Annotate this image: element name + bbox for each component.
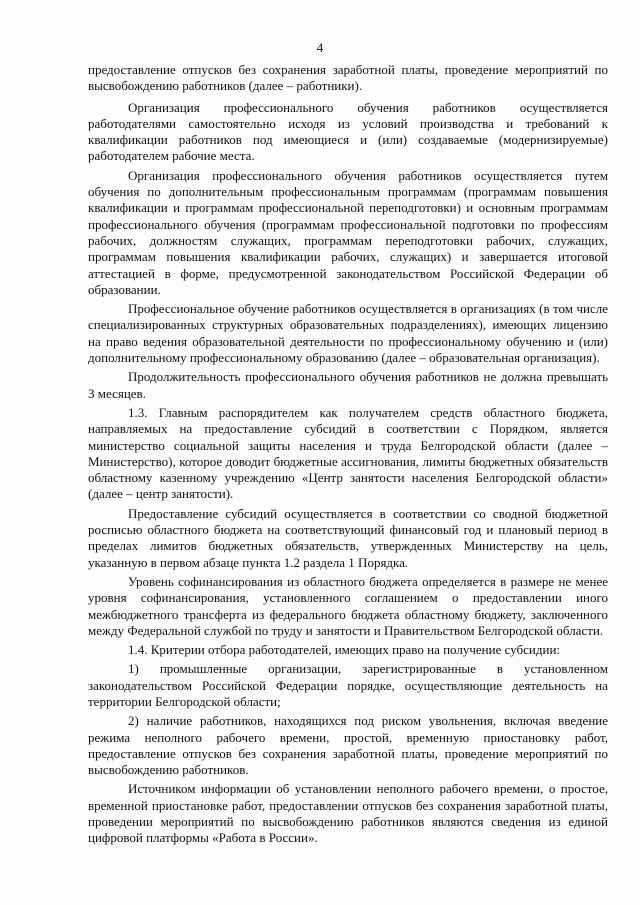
paragraph-3: Организация профессионального обучения работников осуществляется путем обучения по дополнительным профессиональным программам (программам повышения квалификации и программам профессиональной переподготовки) и основным программам профессионального обучения (программам профессиональной подготовки по профессиям рабочих, должностям служащих, программам переподготовки рабочих, служащих, программам повышения квалификации рабочих, служащих) и завершается итоговой аттестацией в форме, предусмотренной законодательством Российской Федерации об образовании. — [88, 167, 608, 297]
paragraph-11: 2) наличие работников, находящихся под риском увольнения, включая введение режима неполного рабочего времени, простой, временную приостановку работ, предоставление отпусков без сохранения заработной платы, проведение мероприятий по высвобождению работников. — [88, 713, 608, 778]
page-number: 4 — [316, 40, 324, 55]
paragraph-4: Профессиональное обучение работников осуществляется в организациях (в том числе специализированных структурных образовательных подразделениях), имеющих лицензию на право ведения образовательной деятельности по профессиональному обучению и (или) дополнительному профессиональному образованию (далее – образовательная организация). — [88, 301, 608, 366]
paragraph-2: Организация профессионального обучения работников осуществляется работодателями самостоятельно исходя из условий производства и требований к квалификации работников под имеющиеся и (или) создаваемые (модернизируемые) работодателем рабочие места. — [88, 99, 608, 164]
paragraph-7: Предоставление субсидий осуществляется в соответствии со сводной бюджетной росписью областного бюджета на соответствующий финансовый год и плановый период в пределах лимитов бюджетных обязательств, утвержденных Министерству на цель, указанную в первом абзаце пункта 1.2 раздела 1 Порядка. — [88, 505, 608, 570]
paragraph-10: 1) промышленные организации, зарегистрированные в установленном законодательством Российской Федерации порядке, осуществляющие деятельность на территории Белгородской области; — [88, 661, 608, 709]
paragraph-1: предоставление отпусков без сохранения заработной платы, проведение мероприятий по высвобождению работников (далее – работники). — [88, 62, 608, 94]
paragraph-6: 1.3. Главным распорядителем как получателем средств областного бюджета, направляемых на предоставление субсидий в соответствии с Порядком, является министерство социальной защиты населения и труда Белгородской области (далее – Министерство), которое доводит бюджетные ассигнования, лимиты бюджетных обязательств областному казенному учреждению «Центр занятости населения Белгородской области» (далее – центр занятости). — [88, 404, 608, 502]
paragraph-12: Источником информации об установлении неполного рабочего времени, о простое, временной приостановке работ, предоставлении отпусков без сохранения заработной платы, проведении мероприятий по высвобождению работников являются сведения из единой цифровой платформы «Работа в России». — [88, 781, 608, 846]
paragraph-8: Уровень софинансирования из областного бюджета определяется в размере не менее уровня софинансирования, установленного соглашением о предоставлении иного межбюджетного трансферта из федерального бюджета областному бюджету, заключенного между Федеральной службой по труду и занятости и Правительством Белгородской области. — [88, 573, 608, 638]
paragraph-5: Продолжительность профессионального обучения работников не должна превышать 3 месяцев. — [88, 369, 608, 401]
paragraph-9: 1.4. Критерии отбора работодателей, имеющих право на получение субсидии: — [128, 642, 561, 658]
document-body — [88, 62, 608, 850]
